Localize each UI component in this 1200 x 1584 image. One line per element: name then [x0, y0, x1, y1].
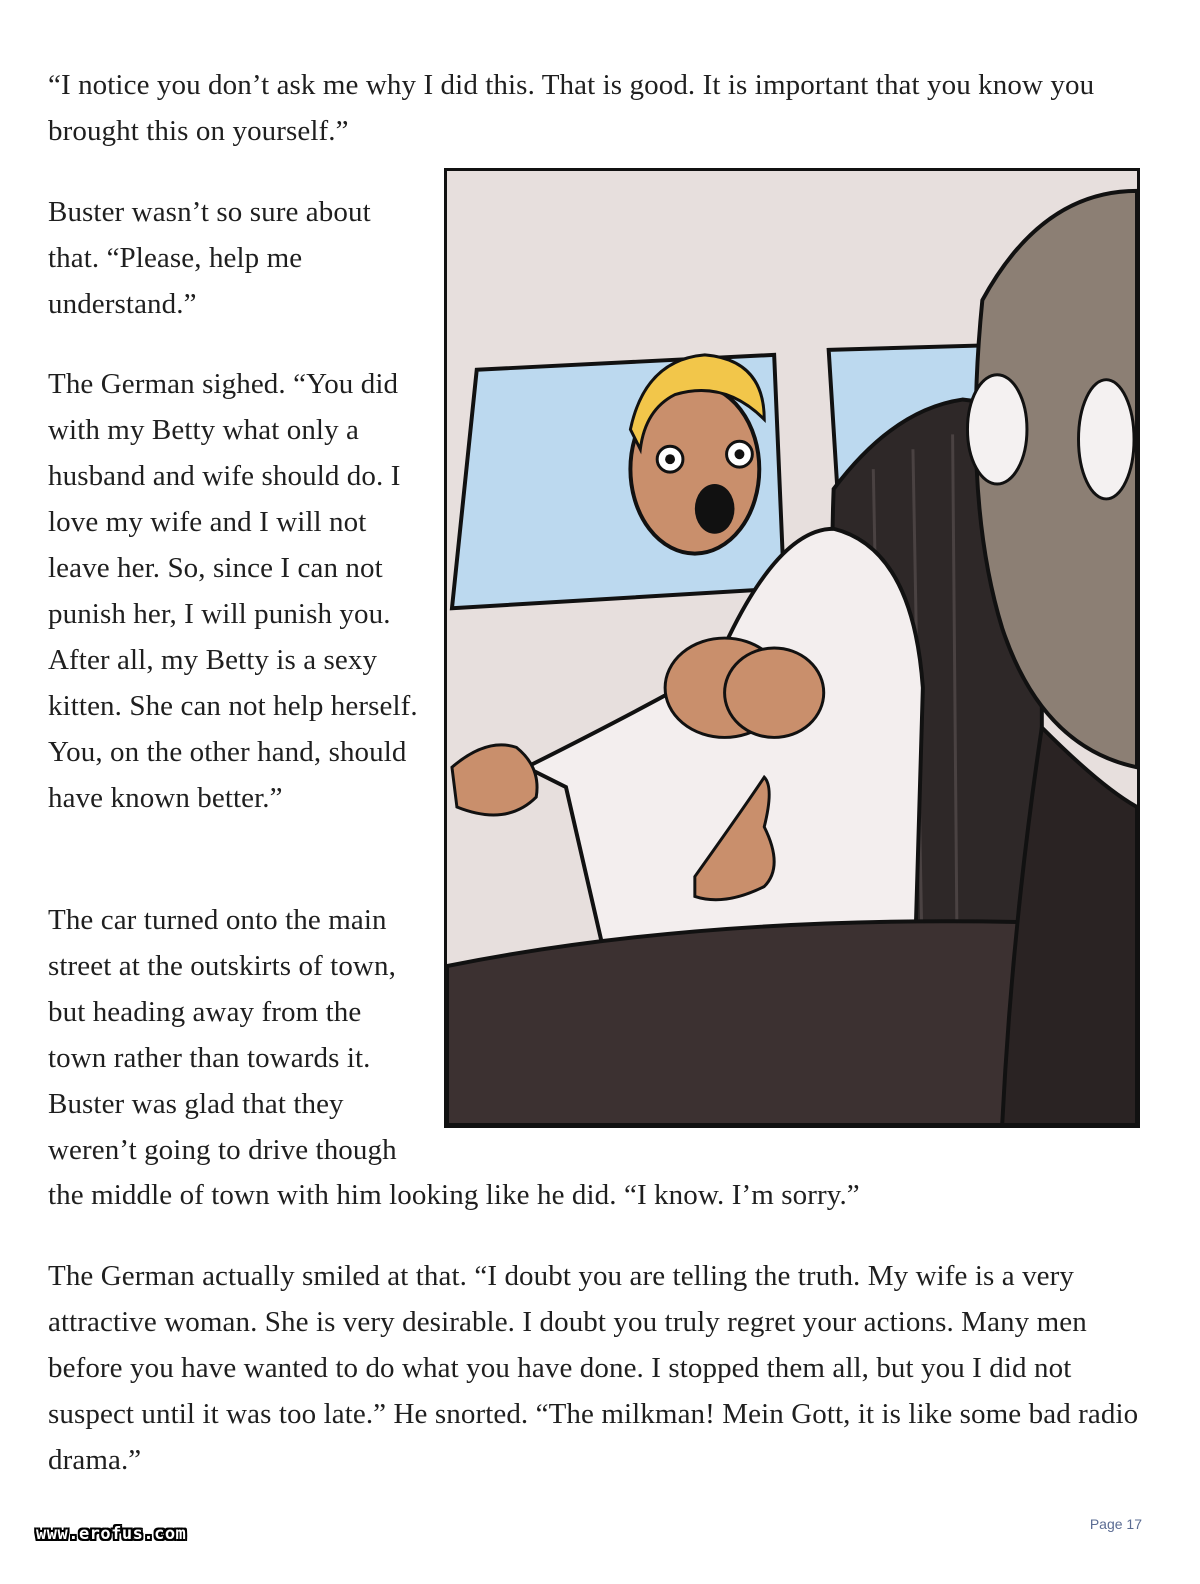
paragraph-intro: “I notice you don’t ask me why I did this. That is good. It is important that you know you brought this on yourself.” [48, 69, 1095, 147]
car-scene-illustration [447, 171, 1137, 1125]
paragraph-german-sighed: The German sighed. “You did with my Betty what only a husband and wife should do. I love my wife and I will not leave her. So, since I can not punish her, I will punish you. After all, my Betty is a sexy kitten. She can not help herself. You, on the other hand, should have known better.” [48, 368, 418, 814]
paragraph-german-smiled: The German actually smiled at that. “I doubt you are telling the truth. My wife is a very attractive woman. She is very desirable. I doubt you truly regret your actions. Many men before you have wanted to do what you have done. I stopped them all, but you I did not suspect until it was too late.” He snorted. “The milkman! Mein Gott, it is like some bad radio drama.” [48, 1260, 1139, 1476]
watermark: www.erofus.com [36, 1524, 187, 1544]
paragraph-car-turned: The car turned onto the main street at the outskirts of town, but heading away from the town rather than towards it. Buster was glad that they weren’t going to drive though [48, 904, 397, 1166]
paragraph-buster-question: Buster wasn’t so sure about that. “Please, help me understand.” [48, 196, 371, 320]
comic-panel-illustration [444, 168, 1140, 1128]
paragraph-car-turned-continued: the middle of town with him looking like he did. “I know. I’m sorry.” [48, 1179, 860, 1211]
page-number: Page 17 [1089, 1516, 1142, 1532]
